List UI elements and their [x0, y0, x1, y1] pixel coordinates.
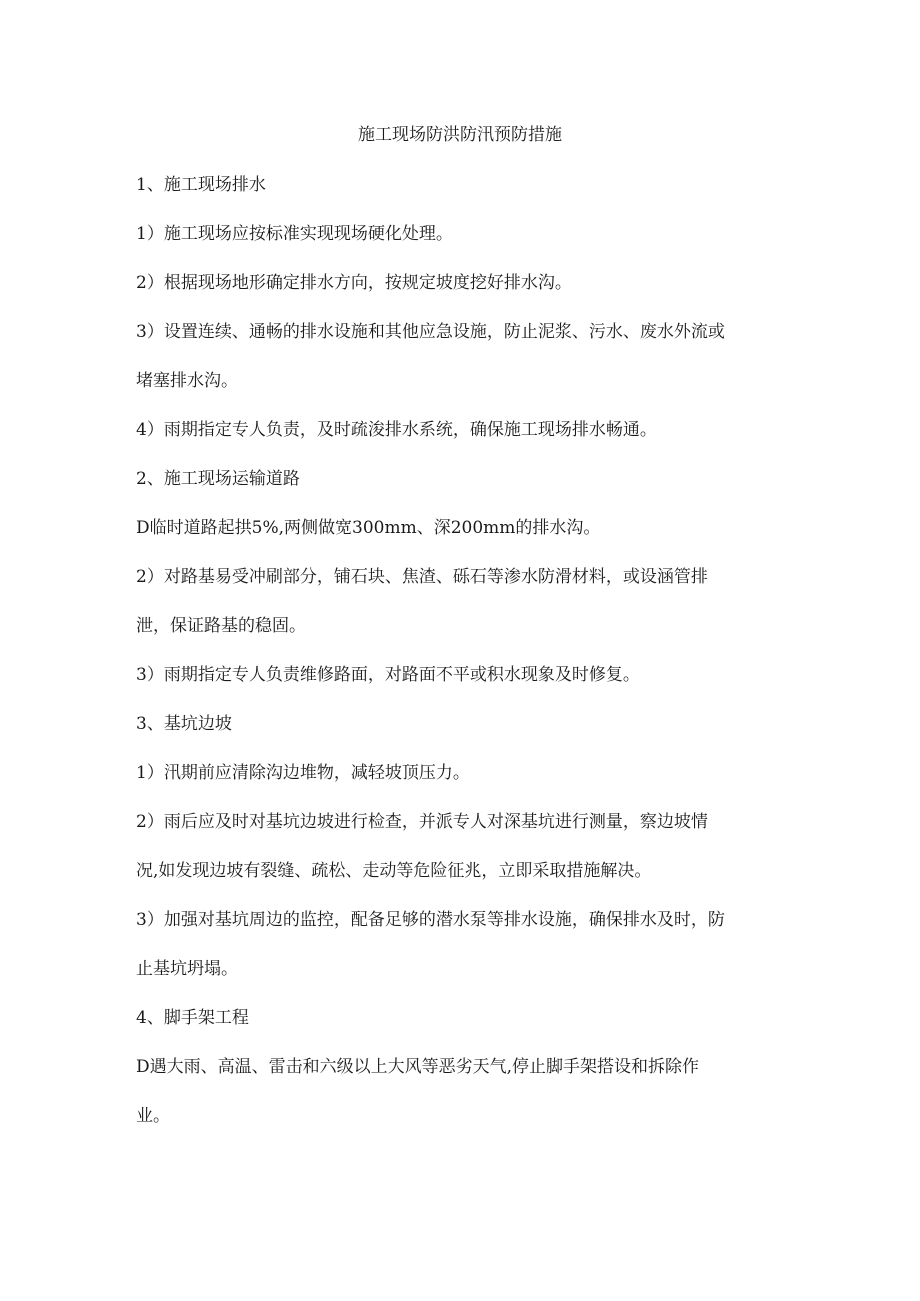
- paragraph-line: 2）对路基易受冲刷部分，铺石块、焦渣、砾石等渗水防滑材料，或设涵管排: [136, 567, 708, 587]
- paragraph-line: 3）设置连续、通畅的排水设施和其他应急设施，防止泥浆、污水、废水外流或: [136, 322, 725, 342]
- section-heading-drainage: 1、施工现场排水: [136, 175, 266, 195]
- section-heading-scaffolding: 4、脚手架工程: [136, 1008, 249, 1028]
- section-heading-roads: 2、施工现场运输道路: [136, 469, 300, 489]
- paragraph-line: 堵塞排水沟。: [136, 371, 238, 391]
- paragraph-line: 3）雨期指定专人负责维修路面，对路面不平或积水现象及时修复。: [136, 665, 640, 685]
- document-title: 施工现场防洪防汛预防措施: [358, 125, 562, 145]
- paragraph-line: 2）雨后应及时对基坑边坡进行检查，并派专人对深基坑进行测量，察边坡情: [136, 812, 708, 832]
- paragraph-line: 泄，保证路基的稳固。: [136, 616, 306, 636]
- paragraph-line: 况,如发现边坡有裂缝、疏松、走动等危险征兆，立即采取措施解决。: [136, 861, 652, 881]
- paragraph-line: 4）雨期指定专人负责，及时疏浚排水系统，确保施工现场排水畅通。: [136, 420, 657, 440]
- paragraph-line: 3）加强对基坑周边的监控，配备足够的潜水泵等排水设施，确保排水及时，防: [136, 910, 725, 930]
- paragraph-line: 1）汛期前应清除沟边堆物，减轻坡顶压力。: [136, 763, 470, 783]
- paragraph-line: D遇大雨、高温、雷击和六级以上大风等恶劣天气,停止脚手架搭设和拆除作: [136, 1057, 700, 1077]
- paragraph-line: 止基坑坍塌。: [136, 959, 238, 979]
- paragraph-line: 2）根据现场地形确定排水方向，按规定坡度挖好排水沟。: [136, 273, 572, 293]
- section-heading-slopes: 3、基坑边坡: [136, 714, 232, 734]
- paragraph-line: D临时道路起拱5%,两侧做宽300mm、深200mm的排水沟。: [136, 518, 601, 538]
- paragraph-line: 1）施工现场应按标准实现现场硬化处理。: [136, 224, 453, 244]
- paragraph-line: 业。: [136, 1106, 170, 1126]
